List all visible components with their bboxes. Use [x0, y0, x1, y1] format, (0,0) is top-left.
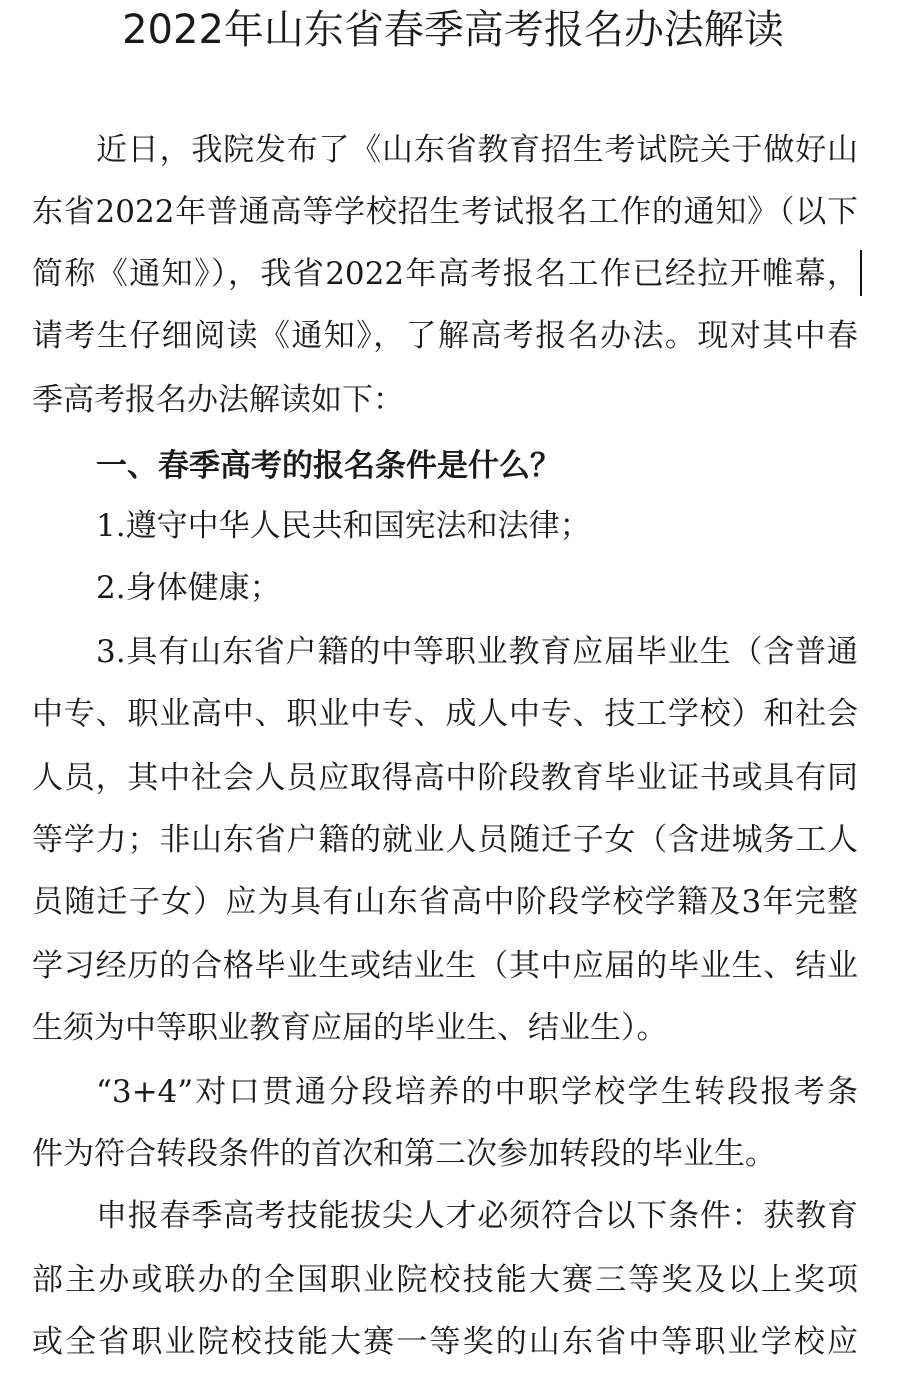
body-line: 件为符合转段条件的首次和第二次参加转段的毕业生。 — [32, 1136, 776, 1172]
body-line: 生须为中等职业教育应届的毕业生、结业生）。 — [32, 1010, 668, 1046]
body-line: 1.遵守中华人民共和国宪法和法律； — [96, 508, 591, 544]
body-line: 申报春季高考技能拔尖人才必须符合以下条件：获教育 — [96, 1198, 858, 1234]
body-line: “3+4”对口贯通分段培养的中职学校学生转段报考条 — [96, 1074, 858, 1110]
body-line: 员随迁子女）应为具有山东省高中阶段学校学籍及3年完整 — [32, 884, 858, 920]
body-line: 人员，其中社会人员应取得高中阶段教育毕业证书或具有同 — [32, 760, 858, 796]
body-line: 近日，我院发布了《山东省教育招生考试院关于做好山 — [96, 132, 858, 168]
body-line: 东省2022年普通高等学校招生考试报名工作的通知》（以下 — [32, 194, 858, 230]
body-line: 2.身体健康； — [96, 570, 281, 606]
body-line: 部主办或联办的全国职业院校技能大赛三等奖及以上奖项 — [32, 1262, 858, 1298]
body-line: 学习经历的合格毕业生或结业生（其中应届的毕业生、结业 — [32, 948, 858, 984]
body-line: 简称《通知》），我省2022年高考报名工作已经拉开帷幕， — [32, 256, 858, 292]
body-line: 季高考报名办法解读如下： — [32, 382, 404, 418]
document-title: 2022年山东省春季高考报名办法解读 — [122, 7, 784, 53]
body-line: 请考生仔细阅读《通知》，了解高考报名办法。现对其中春 — [32, 318, 858, 354]
body-line: 3.具有山东省户籍的中等职业教育应届毕业生（含普通 — [96, 634, 858, 670]
body-line: 中专、职业高中、职业中专、成人中专、技工学校）和社会 — [32, 696, 858, 732]
section-heading: 一、春季高考的报名条件是什么？ — [96, 448, 561, 484]
body-line: 或全省职业院校技能大赛一等奖的山东省中等职业学校应 — [32, 1324, 858, 1360]
text-cursor — [860, 250, 862, 296]
body-line: 等学力；非山东省户籍的就业人员随迁子女（含进城务工人 — [32, 822, 858, 858]
